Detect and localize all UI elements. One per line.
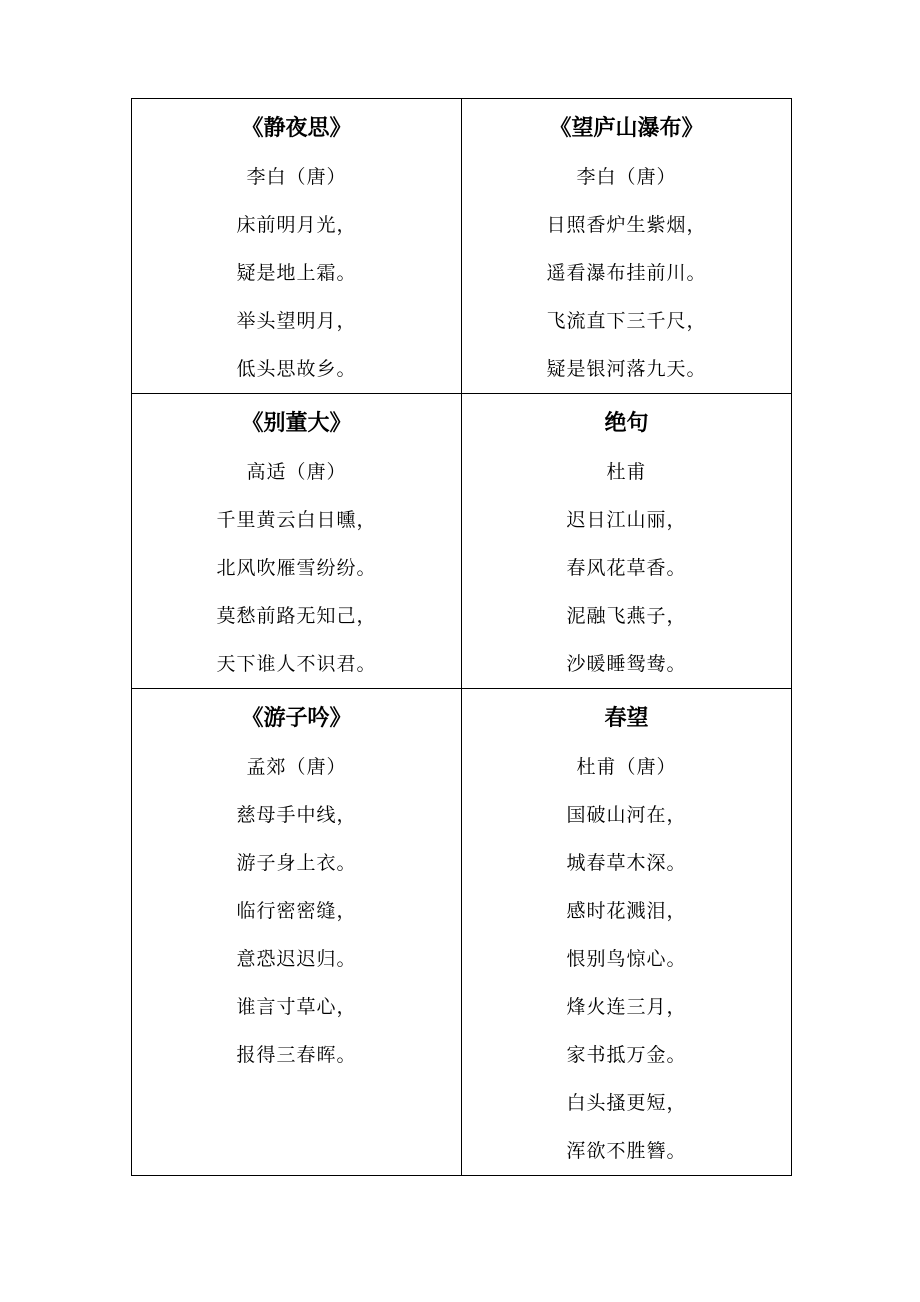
poem-line: 天下谁人不识君。 bbox=[216, 653, 377, 675]
poem-title: 《静夜思》 bbox=[241, 116, 352, 141]
poem-line: 疑是银河落九天。 bbox=[546, 358, 707, 380]
table-row bbox=[132, 99, 792, 394]
poem-cell-jing-ye-si bbox=[132, 99, 462, 394]
poem-line: 城春草木深。 bbox=[566, 852, 687, 874]
table-row bbox=[132, 689, 792, 1176]
poem-cell-you-zi-yin bbox=[132, 689, 462, 1176]
poem-line: 遥看瀑布挂前川。 bbox=[546, 262, 707, 284]
poem-line: 意恐迟迟归。 bbox=[236, 948, 357, 970]
poem-cell-wang-lushan-pubu bbox=[462, 99, 792, 394]
poem-line: 莫愁前路无知己， bbox=[216, 605, 377, 627]
poem-line: 迟日江山丽， bbox=[566, 509, 687, 531]
poem-cell-chun-wang bbox=[462, 689, 792, 1176]
poem-line: 疑是地上霜。 bbox=[236, 262, 357, 284]
poem-line: 感时花溅泪， bbox=[566, 900, 687, 922]
poem-line: 家书抵万金。 bbox=[566, 1044, 687, 1066]
poem-title: 《别董大》 bbox=[241, 411, 352, 436]
poem-cell-bie-dong-da bbox=[132, 394, 462, 689]
poem-line: 临行密密缝， bbox=[236, 900, 357, 922]
table-row bbox=[132, 394, 792, 689]
poem-author: 杜甫 bbox=[606, 461, 647, 483]
poem-author: 李白（唐） bbox=[246, 166, 347, 188]
poem-line: 千里黄云白日曛， bbox=[216, 509, 377, 531]
poem-line: 报得三春晖。 bbox=[236, 1044, 357, 1066]
poem-line: 浑欲不胜簪。 bbox=[566, 1140, 687, 1162]
poem-line: 床前明月光， bbox=[236, 214, 357, 236]
poem-title: 《游子吟》 bbox=[241, 706, 352, 731]
poem-line: 国破山河在， bbox=[566, 804, 687, 826]
poem-title: 绝句 bbox=[604, 411, 649, 436]
poem-line: 北风吹雁雪纷纷。 bbox=[216, 557, 377, 579]
poem-line: 沙暖睡鸳鸯。 bbox=[566, 653, 687, 675]
poem-author: 李白（唐） bbox=[576, 166, 677, 188]
poem-line: 游子身上衣。 bbox=[236, 852, 357, 874]
poem-author: 杜甫（唐） bbox=[576, 756, 677, 778]
poem-author: 高适（唐） bbox=[246, 461, 347, 483]
poem-line: 举头望明月， bbox=[236, 310, 357, 332]
poem-line: 恨别鸟惊心。 bbox=[566, 948, 687, 970]
poem-line: 日照香炉生紫烟， bbox=[546, 214, 707, 236]
poem-line: 慈母手中线， bbox=[236, 804, 357, 826]
poem-line: 春风花草香。 bbox=[566, 557, 687, 579]
poem-line: 飞流直下三千尺， bbox=[546, 310, 707, 332]
poem-line: 泥融飞燕子， bbox=[566, 605, 687, 627]
poem-author: 孟郊（唐） bbox=[246, 756, 347, 778]
poem-line: 谁言寸草心， bbox=[236, 996, 357, 1018]
poem-line: 烽火连三月， bbox=[566, 996, 687, 1018]
poem-title: 春望 bbox=[604, 706, 649, 731]
poem-line: 低头思故乡。 bbox=[236, 358, 357, 380]
poem-title: 《望庐山瀑布》 bbox=[549, 116, 704, 141]
poem-line: 白头搔更短， bbox=[566, 1092, 687, 1114]
poem-cell-jue-ju bbox=[462, 394, 792, 689]
poem-table bbox=[131, 98, 792, 1176]
